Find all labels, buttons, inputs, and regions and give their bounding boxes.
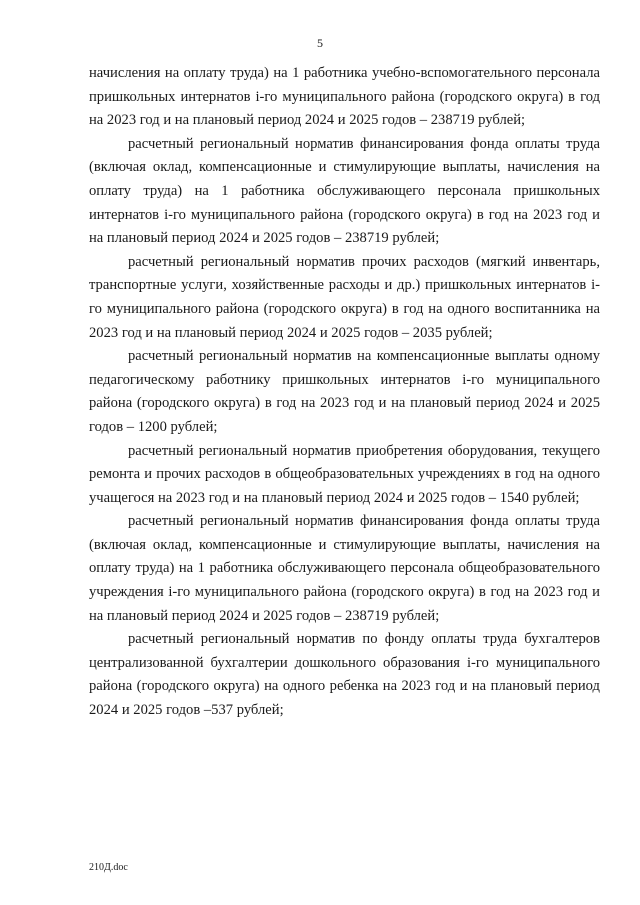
paragraph: расчетный региональный норматив приобретения оборудования, текущего ремонта и прочих расходов в общеобразовательных учреждениях в год на одного учащегося на 2023 год и на плановый период 2024 и 2025 годов – 1540 рублей; <box>89 442 600 506</box>
footer-filename: 210Д.doc <box>89 862 128 873</box>
paragraph-continuation: начисления на оплату труда) на 1 работника учебно-вспомогательного персонала пришкольных интернатов i-го муниципального района (городского округа) в год на 2023 год и на плановый период 2024 и 2025 годов – 238719 рублей; <box>89 65 600 129</box>
paragraph: расчетный региональный норматив финансирования фонда оплаты труда (включая оклад, компенсационные и стимулирующие выплаты, начисления на оплату труда) на 1 работника обслуживающего персонала пришкольных интернатов i-го муниципального района (городского округа) в год на 2023 год и на плановый период 2024 и 2025 годов – 238719 рублей; <box>89 135 600 247</box>
paragraph: расчетный региональный норматив по фонду оплаты труда бухгалтеров централизованной бухгалтерии дошкольного образования i-го муниципального района (городского округа) на одного ребенка на 2023 год и на плановый период 2024 и 2025 годов –537 рублей; <box>89 631 600 719</box>
paragraph: расчетный региональный норматив прочих расходов (мягкий инвентарь, транспортные услуги, хозяйственные расходы и др.) пришкольных интернатов i-го муниципального района (городского округа) в год на одного воспитанника на 2023 год и на плановый период 2024 и 2025 годов – 2035 рублей; <box>89 253 600 341</box>
paragraph: расчетный региональный норматив финансирования фонда оплаты труда (включая оклад, компенсационные и стимулирующие выплаты, начисления на оплату труда) на 1 работника обслуживающего персонала общеобразовательного учреждения i-го муниципального района (городского округа) в год на 2023 год и на плановый период 2024 и 2025 годов – 238719 рублей; <box>89 513 600 624</box>
page-number: 5 <box>317 36 323 50</box>
paragraph: расчетный региональный норматив на компенсационные выплаты одному педагогическому работнику пришкольных интернатов i-го муниципального района (городского округа) в год на 2023 год и на плановый период 2024 и 2025 годов – 1200 рублей; <box>89 348 600 435</box>
document-body <box>89 62 600 723</box>
